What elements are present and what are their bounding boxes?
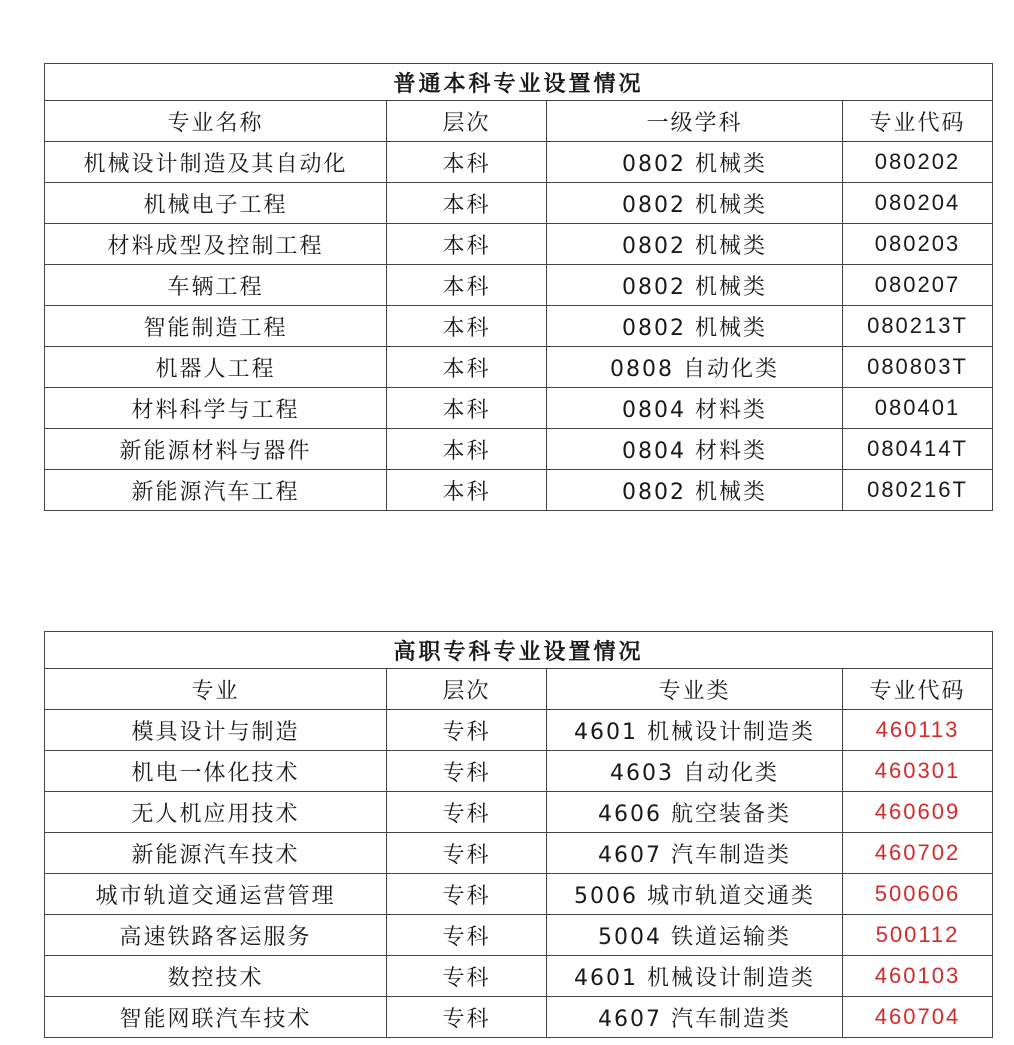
code-cell: 460609 — [843, 792, 993, 833]
level-cell: 本科 — [387, 429, 547, 470]
major-name-cell: 材料成型及控制工程 — [45, 224, 387, 265]
discipline-cell: 0802 机械类 — [547, 306, 843, 347]
category-cell: 5004 铁道运输类 — [547, 915, 843, 956]
category-cell: 4601 机械设计制造类 — [547, 710, 843, 751]
table-row — [45, 470, 993, 511]
level-cell: 本科 — [387, 347, 547, 388]
code-cell: 080401 — [843, 388, 993, 429]
level-cell: 专科 — [387, 874, 547, 915]
major-name-cell: 高速铁路客运服务 — [45, 915, 387, 956]
code-cell: 080213T — [843, 306, 993, 347]
table-row — [45, 874, 993, 915]
column-header-code: 专业代码 — [843, 101, 993, 142]
table-row — [45, 833, 993, 874]
code-cell: 460702 — [843, 833, 993, 874]
column-header-code: 专业代码 — [843, 669, 993, 710]
level-cell: 专科 — [387, 915, 547, 956]
major-name-cell: 新能源材料与器件 — [45, 429, 387, 470]
discipline-cell: 0802 机械类 — [547, 142, 843, 183]
level-cell: 专科 — [387, 751, 547, 792]
table-header-row — [45, 669, 993, 710]
major-name-cell: 车辆工程 — [45, 265, 387, 306]
discipline-cell: 0802 机械类 — [547, 265, 843, 306]
code-cell: 080203 — [843, 224, 993, 265]
discipline-cell: 0804 材料类 — [547, 388, 843, 429]
table-row — [45, 751, 993, 792]
code-cell: 080803T — [843, 347, 993, 388]
table-row — [45, 429, 993, 470]
code-cell: 080216T — [843, 470, 993, 511]
level-cell: 本科 — [387, 224, 547, 265]
table-row — [45, 997, 993, 1038]
major-name-cell: 城市轨道交通运营管理 — [45, 874, 387, 915]
major-name-cell: 智能网联汽车技术 — [45, 997, 387, 1038]
level-cell: 专科 — [387, 792, 547, 833]
code-cell: 080204 — [843, 183, 993, 224]
table-row — [45, 224, 993, 265]
vocational-table-title: 高职专科专业设置情况 — [45, 632, 993, 669]
category-cell: 4607 汽车制造类 — [547, 997, 843, 1038]
code-cell: 080207 — [843, 265, 993, 306]
table-row — [45, 388, 993, 429]
level-cell: 本科 — [387, 142, 547, 183]
column-header-major: 专业 — [45, 669, 387, 710]
discipline-cell: 0802 机械类 — [547, 224, 843, 265]
table-header-row — [45, 101, 993, 142]
major-name-cell: 智能制造工程 — [45, 306, 387, 347]
table-row — [45, 265, 993, 306]
vocational-majors-table — [44, 631, 993, 1038]
level-cell: 专科 — [387, 956, 547, 997]
table-row — [45, 142, 993, 183]
column-header-level: 层次 — [387, 101, 547, 142]
table-row — [45, 183, 993, 224]
discipline-cell: 0808 自动化类 — [547, 347, 843, 388]
major-name-cell: 机电一体化技术 — [45, 751, 387, 792]
major-name-cell: 机械电子工程 — [45, 183, 387, 224]
code-cell: 080414T — [843, 429, 993, 470]
code-cell: 460301 — [843, 751, 993, 792]
level-cell: 专科 — [387, 833, 547, 874]
level-cell: 专科 — [387, 710, 547, 751]
column-header-category: 专业类 — [547, 669, 843, 710]
level-cell: 本科 — [387, 265, 547, 306]
undergrad-majors-table — [44, 63, 993, 511]
undergrad-table-title: 普通本科专业设置情况 — [45, 64, 993, 101]
code-cell: 500112 — [843, 915, 993, 956]
category-cell: 4603 自动化类 — [547, 751, 843, 792]
column-header-major-name: 专业名称 — [45, 101, 387, 142]
category-cell: 5006 城市轨道交通类 — [547, 874, 843, 915]
code-cell: 460103 — [843, 956, 993, 997]
code-cell: 080202 — [843, 142, 993, 183]
table-row — [45, 792, 993, 833]
major-name-cell: 新能源汽车技术 — [45, 833, 387, 874]
code-cell: 500606 — [843, 874, 993, 915]
column-header-level: 层次 — [387, 669, 547, 710]
major-name-cell: 新能源汽车工程 — [45, 470, 387, 511]
major-name-cell: 模具设计与制造 — [45, 710, 387, 751]
category-cell: 4607 汽车制造类 — [547, 833, 843, 874]
table-row — [45, 306, 993, 347]
level-cell: 本科 — [387, 306, 547, 347]
discipline-cell: 0802 机械类 — [547, 470, 843, 511]
level-cell: 本科 — [387, 388, 547, 429]
major-name-cell: 无人机应用技术 — [45, 792, 387, 833]
table-row — [45, 710, 993, 751]
table-row — [45, 956, 993, 997]
major-name-cell: 数控技术 — [45, 956, 387, 997]
level-cell: 本科 — [387, 183, 547, 224]
category-cell: 4606 航空装备类 — [547, 792, 843, 833]
table-row — [45, 915, 993, 956]
level-cell: 本科 — [387, 470, 547, 511]
code-cell: 460704 — [843, 997, 993, 1038]
category-cell: 4601 机械设计制造类 — [547, 956, 843, 997]
code-cell: 460113 — [843, 710, 993, 751]
major-name-cell: 材料科学与工程 — [45, 388, 387, 429]
discipline-cell: 0802 机械类 — [547, 183, 843, 224]
column-header-discipline: 一级学科 — [547, 101, 843, 142]
level-cell: 专科 — [387, 997, 547, 1038]
table-row — [45, 347, 993, 388]
major-name-cell: 机械设计制造及其自动化 — [45, 142, 387, 183]
major-name-cell: 机器人工程 — [45, 347, 387, 388]
discipline-cell: 0804 材料类 — [547, 429, 843, 470]
